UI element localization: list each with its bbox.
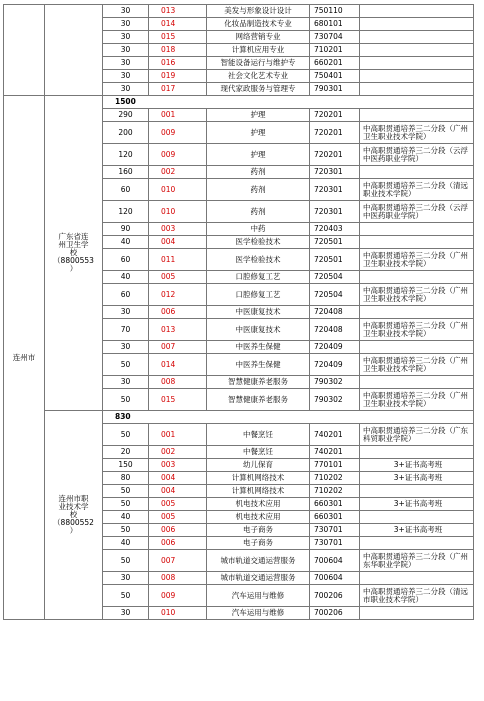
major-name-cell: 中餐烹饪 — [207, 446, 310, 459]
major-code-cell: 720201 — [310, 144, 360, 166]
remark-cell — [360, 572, 474, 585]
remark-cell: 3+证书高考班 — [360, 472, 474, 485]
plan-count-cell: 50 — [103, 498, 149, 511]
major-name-cell: 城市轨道交通运营服务 — [207, 550, 310, 572]
major-code-cell: 700206 — [310, 585, 360, 607]
plan-count-cell: 40 — [103, 537, 149, 550]
remark-cell — [360, 5, 474, 18]
remark-cell — [360, 70, 474, 83]
major-number-cell: 006 — [149, 524, 207, 537]
remark-cell: 3+证书高考班 — [360, 459, 474, 472]
major-code-cell: 660301 — [310, 511, 360, 524]
major-name-cell: 社会文化艺术专业 — [207, 70, 310, 83]
major-name-cell: 口腔修复工艺 — [207, 284, 310, 306]
major-code-cell: 720409 — [310, 341, 360, 354]
major-name-cell: 计算机网络技术 — [207, 485, 310, 498]
major-number-cell: 008 — [149, 572, 207, 585]
major-code-cell: 720201 — [310, 109, 360, 122]
plan-count-cell: 90 — [103, 223, 149, 236]
plan-count-cell: 120 — [103, 144, 149, 166]
major-code-cell: 660301 — [310, 498, 360, 511]
remark-cell: 中高职贯通培养三二分段（广州卫生职业技术学院） — [360, 354, 474, 376]
major-code-cell: 720301 — [310, 201, 360, 223]
table-row — [4, 5, 474, 18]
plan-count-cell: 50 — [103, 550, 149, 572]
major-code-cell: 740201 — [310, 424, 360, 446]
enrollment-table-body — [4, 5, 474, 620]
major-number-cell: 003 — [149, 223, 207, 236]
plan-count-cell: 30 — [103, 341, 149, 354]
plan-count-cell: 120 — [103, 201, 149, 223]
school-total-cell: 830 — [103, 411, 474, 424]
major-number-cell: 009 — [149, 122, 207, 144]
major-name-cell: 中医养生保健 — [207, 354, 310, 376]
major-name-cell: 机电技术应用 — [207, 511, 310, 524]
major-name-cell: 中医康复技术 — [207, 319, 310, 341]
major-number-cell: 014 — [149, 18, 207, 31]
major-number-cell: 004 — [149, 472, 207, 485]
major-number-cell: 009 — [149, 585, 207, 607]
school-name-cell: 连州市职 业技术学 校 （8800552 ） — [45, 411, 103, 620]
plan-count-cell: 40 — [103, 271, 149, 284]
city-name-cell: 连州市 — [4, 96, 45, 620]
major-name-cell: 网络营销专业 — [207, 31, 310, 44]
major-name-cell: 智慧健康养老服务 — [207, 389, 310, 411]
remark-cell — [360, 341, 474, 354]
school-total-row — [4, 96, 474, 109]
major-number-cell: 004 — [149, 236, 207, 249]
remark-cell: 中高职贯通培养三二分段（云浮中医药职业学院） — [360, 201, 474, 223]
major-name-cell: 中医养生保健 — [207, 341, 310, 354]
plan-count-cell: 30 — [103, 31, 149, 44]
major-number-cell: 005 — [149, 271, 207, 284]
remark-cell — [360, 236, 474, 249]
major-code-cell: 680101 — [310, 18, 360, 31]
plan-count-cell: 50 — [103, 524, 149, 537]
major-code-cell: 720301 — [310, 179, 360, 201]
major-number-cell: 014 — [149, 354, 207, 376]
remark-cell — [360, 18, 474, 31]
major-code-cell: 710201 — [310, 44, 360, 57]
major-name-cell: 汽车运用与维修 — [207, 607, 310, 620]
remark-cell: 3+证书高考班 — [360, 524, 474, 537]
remark-cell: 中高职贯通培养三二分段（广州卫生职业技术学院） — [360, 389, 474, 411]
major-number-cell: 007 — [149, 550, 207, 572]
major-number-cell: 006 — [149, 537, 207, 550]
major-name-cell: 电子商务 — [207, 537, 310, 550]
major-name-cell: 中餐烹饪 — [207, 424, 310, 446]
major-code-cell: 770101 — [310, 459, 360, 472]
major-number-cell: 001 — [149, 424, 207, 446]
plan-count-cell: 80 — [103, 472, 149, 485]
major-name-cell: 电子商务 — [207, 524, 310, 537]
major-number-cell: 001 — [149, 109, 207, 122]
major-code-cell: 720504 — [310, 284, 360, 306]
major-number-cell: 010 — [149, 201, 207, 223]
remark-cell: 中高职贯通培养三二分段（广州卫生职业技术学院） — [360, 122, 474, 144]
major-code-cell: 720201 — [310, 122, 360, 144]
major-name-cell: 医学检验技术 — [207, 249, 310, 271]
remark-cell — [360, 607, 474, 620]
major-name-cell: 现代家政服务与管理专 — [207, 83, 310, 96]
major-name-cell: 计算机应用专业 — [207, 44, 310, 57]
remark-cell: 中高职贯通培养三二分段（广州东华职业学院） — [360, 550, 474, 572]
major-code-cell: 700206 — [310, 607, 360, 620]
enrollment-table — [3, 4, 474, 620]
major-number-cell: 003 — [149, 459, 207, 472]
major-name-cell: 中药 — [207, 223, 310, 236]
plan-count-cell: 150 — [103, 459, 149, 472]
remark-cell — [360, 109, 474, 122]
plan-count-cell: 40 — [103, 511, 149, 524]
major-code-cell: 710202 — [310, 472, 360, 485]
major-code-cell: 710202 — [310, 485, 360, 498]
major-code-cell: 720408 — [310, 306, 360, 319]
plan-count-cell: 50 — [103, 354, 149, 376]
plan-count-cell: 30 — [103, 572, 149, 585]
remark-cell: 3+证书高考班 — [360, 498, 474, 511]
major-number-cell: 013 — [149, 319, 207, 341]
major-name-cell: 智慧健康养老服务 — [207, 376, 310, 389]
plan-count-cell: 160 — [103, 166, 149, 179]
major-code-cell: 790301 — [310, 83, 360, 96]
remark-cell: 中高职贯通培养三二分段（清远市职业技术学院） — [360, 585, 474, 607]
major-name-cell: 城市轨道交通运营服务 — [207, 572, 310, 585]
remark-cell — [360, 57, 474, 70]
plan-count-cell: 30 — [103, 44, 149, 57]
plan-count-cell: 30 — [103, 5, 149, 18]
major-name-cell: 药剂 — [207, 166, 310, 179]
major-number-cell: 016 — [149, 57, 207, 70]
major-code-cell: 750110 — [310, 5, 360, 18]
remark-cell — [360, 376, 474, 389]
major-code-cell: 720501 — [310, 249, 360, 271]
major-number-cell: 006 — [149, 306, 207, 319]
major-code-cell: 730704 — [310, 31, 360, 44]
major-code-cell: 720408 — [310, 319, 360, 341]
plan-count-cell: 60 — [103, 284, 149, 306]
plan-count-cell: 30 — [103, 607, 149, 620]
remark-cell: 中高职贯通培养三二分段（广州卫生职业技术学院） — [360, 249, 474, 271]
plan-count-cell: 30 — [103, 18, 149, 31]
major-name-cell: 幼儿保育 — [207, 459, 310, 472]
remark-cell — [360, 306, 474, 319]
major-number-cell: 009 — [149, 144, 207, 166]
major-code-cell: 730701 — [310, 524, 360, 537]
remark-cell: 中高职贯通培养三二分段（广州卫生职业技术学院） — [360, 284, 474, 306]
plan-count-cell: 30 — [103, 57, 149, 70]
school-total-row — [4, 411, 474, 424]
plan-count-cell: 30 — [103, 70, 149, 83]
plan-count-cell: 30 — [103, 376, 149, 389]
remark-cell: 中高职贯通培养三二分段（云浮中医药职业学院） — [360, 144, 474, 166]
remark-cell — [360, 485, 474, 498]
major-name-cell: 中医康复技术 — [207, 306, 310, 319]
major-number-cell: 005 — [149, 511, 207, 524]
remark-cell — [360, 166, 474, 179]
plan-count-cell: 20 — [103, 446, 149, 459]
major-name-cell: 药剂 — [207, 201, 310, 223]
plan-count-cell: 40 — [103, 236, 149, 249]
remark-cell: 中高职贯通培养三二分段（广州卫生职业技术学院） — [360, 319, 474, 341]
major-code-cell: 720409 — [310, 354, 360, 376]
remark-cell — [360, 271, 474, 284]
major-number-cell: 012 — [149, 284, 207, 306]
major-code-cell: 700604 — [310, 572, 360, 585]
major-name-cell: 美发与形象设计设计 — [207, 5, 310, 18]
major-code-cell: 720504 — [310, 271, 360, 284]
major-number-cell: 004 — [149, 485, 207, 498]
major-number-cell: 013 — [149, 5, 207, 18]
remark-cell — [360, 44, 474, 57]
major-name-cell: 化妆品制造技术专业 — [207, 18, 310, 31]
plan-count-cell: 50 — [103, 389, 149, 411]
remark-cell — [360, 83, 474, 96]
major-code-cell: 790302 — [310, 376, 360, 389]
plan-count-cell: 70 — [103, 319, 149, 341]
major-number-cell: 017 — [149, 83, 207, 96]
major-name-cell: 医学检验技术 — [207, 236, 310, 249]
major-number-cell: 008 — [149, 376, 207, 389]
major-code-cell: 660201 — [310, 57, 360, 70]
remark-cell: 中高职贯通培养三二分段（清远职业技术学院） — [360, 179, 474, 201]
major-code-cell: 740201 — [310, 446, 360, 459]
major-name-cell: 智能设备运行与维护专 — [207, 57, 310, 70]
major-name-cell: 护理 — [207, 122, 310, 144]
major-number-cell: 007 — [149, 341, 207, 354]
major-number-cell: 019 — [149, 70, 207, 83]
major-number-cell: 018 — [149, 44, 207, 57]
plan-count-cell: 50 — [103, 485, 149, 498]
major-number-cell: 015 — [149, 31, 207, 44]
prev-city-cell — [4, 5, 45, 96]
major-code-cell: 750401 — [310, 70, 360, 83]
remark-cell — [360, 511, 474, 524]
major-name-cell: 机电技术应用 — [207, 498, 310, 511]
major-number-cell: 002 — [149, 166, 207, 179]
school-total-cell: 1500 — [103, 96, 474, 109]
major-name-cell: 计算机网络技术 — [207, 472, 310, 485]
plan-count-cell: 30 — [103, 306, 149, 319]
remark-cell: 中高职贯通培养三二分段（广东科贸职业学院） — [360, 424, 474, 446]
major-code-cell: 720301 — [310, 166, 360, 179]
plan-count-cell: 50 — [103, 424, 149, 446]
plan-count-cell: 50 — [103, 585, 149, 607]
major-number-cell: 005 — [149, 498, 207, 511]
plan-count-cell: 290 — [103, 109, 149, 122]
major-number-cell: 010 — [149, 179, 207, 201]
major-code-cell: 720501 — [310, 236, 360, 249]
plan-count-cell: 30 — [103, 83, 149, 96]
prev-school-cell — [45, 5, 103, 96]
remark-cell — [360, 31, 474, 44]
major-code-cell: 730701 — [310, 537, 360, 550]
major-code-cell: 720403 — [310, 223, 360, 236]
major-number-cell: 002 — [149, 446, 207, 459]
major-name-cell: 药剂 — [207, 179, 310, 201]
school-name-cell: 广东省连 州卫生学 校 （8800553 ） — [45, 96, 103, 411]
major-number-cell: 011 — [149, 249, 207, 271]
plan-count-cell: 60 — [103, 179, 149, 201]
plan-count-cell: 60 — [103, 249, 149, 271]
remark-cell — [360, 446, 474, 459]
major-name-cell: 护理 — [207, 144, 310, 166]
major-name-cell: 汽车运用与维修 — [207, 585, 310, 607]
major-name-cell: 护理 — [207, 109, 310, 122]
remark-cell — [360, 537, 474, 550]
major-number-cell: 010 — [149, 607, 207, 620]
remark-cell — [360, 223, 474, 236]
major-code-cell: 700604 — [310, 550, 360, 572]
major-code-cell: 790302 — [310, 389, 360, 411]
major-number-cell: 015 — [149, 389, 207, 411]
plan-count-cell: 200 — [103, 122, 149, 144]
major-name-cell: 口腔修复工艺 — [207, 271, 310, 284]
